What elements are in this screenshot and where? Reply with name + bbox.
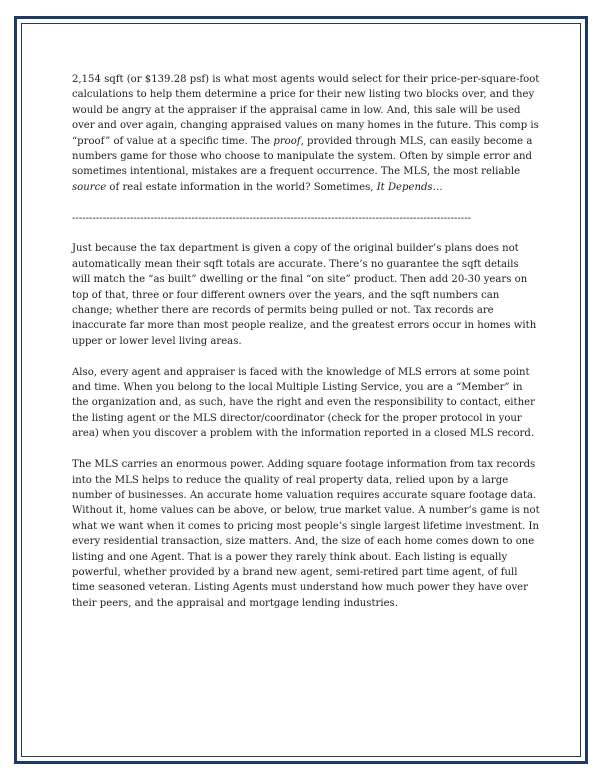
paragraph-1-italic-it-depends: It Depends… bbox=[376, 181, 443, 193]
paragraph-1-text-1: 2,154 sqft (or $139.28 psf) is what most agents would select for their price-per-square-foot calculations to help them determine a price for their new listing two blocks over, and they would be angry at the appraiser if the appraisal came in low. And, this sale will be used over and over again, changing appraised values on many homes in the future. This comp is “proof” of value at a specific time. The bbox=[72, 74, 540, 147]
document-body bbox=[72, 72, 540, 627]
paragraph-mls-errors: Also, every agent and appraiser is faced with the knowledge of MLS errors at some point and time. When you belong to the local Multiple Listing Service, you are a “Member” in the organization and, as such, have the right and even the responsibility to contact, either the listing agent or the MLS director/coordinator (check for the proper protocol in your area) when you discover a problem with the information reported in a closed MLS record. bbox=[72, 366, 535, 440]
paragraph-comp-proof bbox=[72, 72, 540, 195]
paragraph-mls-power: The MLS carries an enormous power. Adding square footage information from tax records into the MLS helps to reduce the quality of real property data, relied upon by a large number of businesses. An accurate home valuation requires accurate square footage data. Without it, home values can be above, or below, true market value. A number’s game is not what we want when it comes to pricing most people’s single largest lifetime investment. In every residential transaction, size matters. And, the size of each home comes down to one listing and one Agent. That is a power they rarely think about. Each listing is equally powerful, whether provided by a brand new agent, semi-retired part time agent, of full time seasoned veteran. Listing Agents must understand how much power they have over their peers, and the appraisal and mortgage lending industries. bbox=[72, 459, 540, 609]
paragraph-1-italic-proof: proof bbox=[273, 135, 301, 147]
paragraph-1-text-3: of real estate information in the world? Sometimes, bbox=[106, 181, 377, 193]
paragraph-1-italic-source: source bbox=[72, 181, 107, 193]
dashed-divider: --------------------------------------------------------------------------------------------------------------------- bbox=[72, 212, 472, 224]
paragraph-tax-records: Just because the tax department is given a copy of the original builder’s plans does not automatically mean their sqft totals are accurate. There’s no guarantee the sqft details will match the “as built” dwelling or the final “on site” product. Then add 20-30 years on top of that, three or four different owners over the years, and the sqft numbers can change; whether there are records of permits being pulled or not. Tax records are inaccurate far more than most people realize, and the greatest errors occur in homes with upper or lower level living areas. bbox=[72, 243, 537, 347]
paragraph-1-text-2: , provided through MLS, can easily become a numbers game for those who choose to manipulate the system. Often by simple error and sometimes intentional, mistakes are a frequent occurrence. The MLS, the most reliable bbox=[72, 135, 533, 178]
